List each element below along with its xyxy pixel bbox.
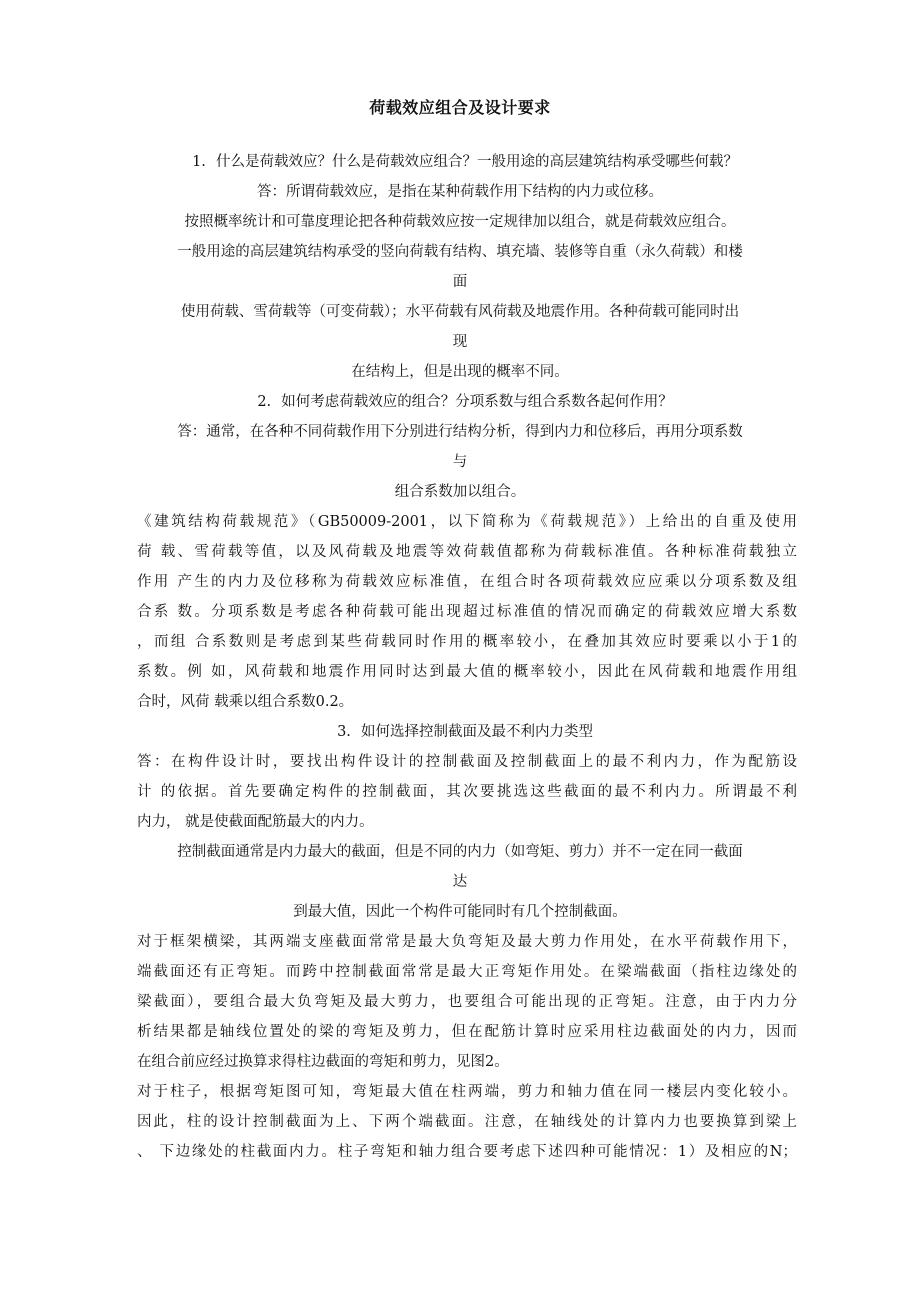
q1-line: 答：所谓荷载效应，是指在某种荷载作用下结构的内力或位移。 — [257, 184, 663, 200]
q3-beam-paragraph-line: 在组合前应经过换算求得柱边截面的弯矩和剪力，见图2。 — [137, 1054, 509, 1070]
question-1-heading — [0, 152, 920, 172]
q1-line: 一般用途的高层建筑结构承受的竖向荷载有结构、填充墙、装修等自重（永久荷载）和楼 — [177, 244, 743, 260]
q3-paragraph-line: 答：在构件设计时，要找出构件设计的控制截面及控制截面上的最不利内力，作为配筋设 — [137, 754, 797, 770]
q2-paragraph-line: 《建筑结构荷载规范》（GB50009-2001，以下简称为《荷载规范》）上给出的自重及使用 — [137, 514, 797, 530]
q3-beam-paragraph-line: 梁截面），要组合最大负弯矩及最大剪力，也要组合可能出现的正弯矩。注意，由于内力分 — [137, 994, 797, 1010]
q2-paragraph-line: ，而组 合系数则是考虑到某些荷载同时作用的概率较小，在叠加其效应时要乘以小于1的 — [137, 634, 797, 650]
q2-line: 组合系数加以组合。 — [394, 484, 526, 500]
q2-line: 与 — [452, 454, 468, 470]
q3-paragraph-line: 计 的依据。首先要确定构件的控制截面，其次要挑选这些截面的最不利内力。所谓最不利 — [137, 784, 797, 800]
question-1-text: 什么是荷载效应？什么是荷载效应组合？一般用途的高层建筑结构承受哪些何载？ — [216, 154, 738, 170]
q3-center-line: 控制截面通常是内力最大的截面，但是不同的内力（如弯矩、剪力）并不一定在同一截面 — [177, 844, 743, 860]
q1-line: 使用荷载、雪荷载等（可变荷载）；水平荷载有风荷载及地震作用。各种荷载可能同时出 — [180, 304, 740, 320]
question-3-number: 3. — [337, 724, 351, 740]
question-2-number: 2. — [257, 394, 272, 410]
q1-line: 现 — [452, 334, 468, 350]
question-3-heading — [0, 722, 920, 742]
document-title: 荷载效应组合及设计要求 — [369, 98, 551, 117]
q3-center-line: 达 — [452, 874, 468, 890]
q3-beam-paragraph-line: 端截面还有正弯矩。而跨中控制截面常常是最大正弯矩作用处。在梁端截面（指柱边缘处的 — [137, 964, 797, 980]
question-3-text: 如何选择控制截面及最不利内力类型 — [361, 724, 593, 740]
question-1-number: 1. — [192, 154, 206, 170]
q1-line: 按照概率统计和可靠度理论把各种荷载效应按一定规律加以组合，就是荷载效应组合。 — [184, 214, 736, 230]
q3-center-line: 到最大值，因此一个构件可能同时有几个控制截面。 — [293, 904, 627, 920]
q2-paragraph-line: 荷 载、雪荷载等值，以及风荷载及地震等效荷载值都称为荷载标准值。各种标准荷载独立 — [137, 544, 797, 560]
q2-line: 答：通常，在各种不同荷载作用下分别进行结构分析，得到内力和位移后，再用分项系数 — [177, 424, 743, 440]
q2-paragraph-line: 系数。例 如，风荷载和地震作用同时达到最大值的概率较小，因此在风荷载和地震作用组 — [137, 664, 797, 680]
q1-line: 面 — [452, 274, 468, 290]
q3-paragraph-line: 内力， 就是使截面配筋最大的内力。 — [137, 814, 374, 830]
q3-beam-paragraph-line: 析结果都是轴线位置处的梁的弯矩及剪力，但在配筋计算时应采用柱边截面处的内力，因而 — [137, 1024, 797, 1040]
q3-column-paragraph-line: 对于柱子，根据弯矩图可知，弯矩最大值在柱两端，剪力和轴力值在同一楼层内变化较小。 — [137, 1084, 797, 1100]
q3-beam-paragraph-line: 对于框架横梁，其两端支座截面常常是最大负弯矩及最大剪力作用处，在水平荷载作用下， — [137, 934, 797, 950]
question-2-heading — [0, 392, 920, 412]
q3-column-paragraph-line: 因此，柱的设计控制截面为上、下两个端截面。注意，在轴线处的计算内力也要换算到梁上 — [137, 1114, 797, 1130]
question-2-text: 如何考虑荷载效应的组合？分项系数与组合系数各起何作用？ — [281, 394, 673, 410]
q1-line: 在结构上，但是出现的概率不同。 — [351, 364, 569, 380]
q3-column-paragraph-line: 、 下边缘处的柱截面内力。柱子弯矩和轴力组合要考虑下述四种可能情况：1）及相应的N； — [137, 1144, 797, 1160]
q2-paragraph-line: 合系 数。分项系数是考虑各种荷载可能出现超过标准值的情况而确定的荷载效应增大系数 — [137, 604, 797, 620]
q2-paragraph-line: 作用 产生的内力及位移称为荷载效应标准值，在组合时各项荷载效应应乘以分项系数及组 — [137, 574, 797, 590]
q2-paragraph-line: 合时，风荷 载乘以组合系数0.2。 — [137, 694, 354, 710]
